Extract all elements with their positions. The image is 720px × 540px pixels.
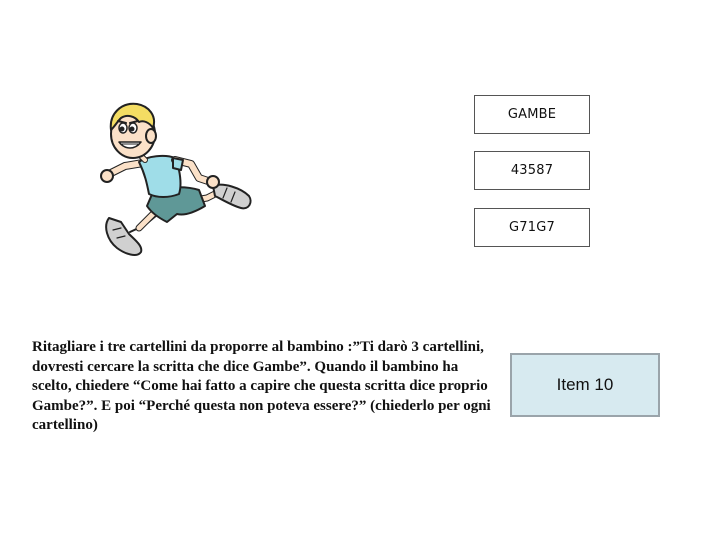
instructions-text: Ritagliare i tre cartellini da proporre al bambino :”Ti darò 3 cartellini, dovresti cercare la scritta che dice Gambe”. Quando il bambino ha scelto, chiedere “Come hai fatto a capire che questa scritta dice proprio Gambe?”. E poi “Perché questa non poteva essere?” (chiederlo per ogni cartellino) (32, 339, 491, 434)
item-label: Item 10 (556, 375, 614, 394)
word-card-43587: 43587 (474, 151, 590, 190)
running-boy-illustration (95, 100, 260, 265)
item-label-box (510, 353, 660, 417)
word-card-gambe: GAMBE (474, 95, 590, 134)
word-card-g71g7: G71G7 (474, 208, 590, 247)
